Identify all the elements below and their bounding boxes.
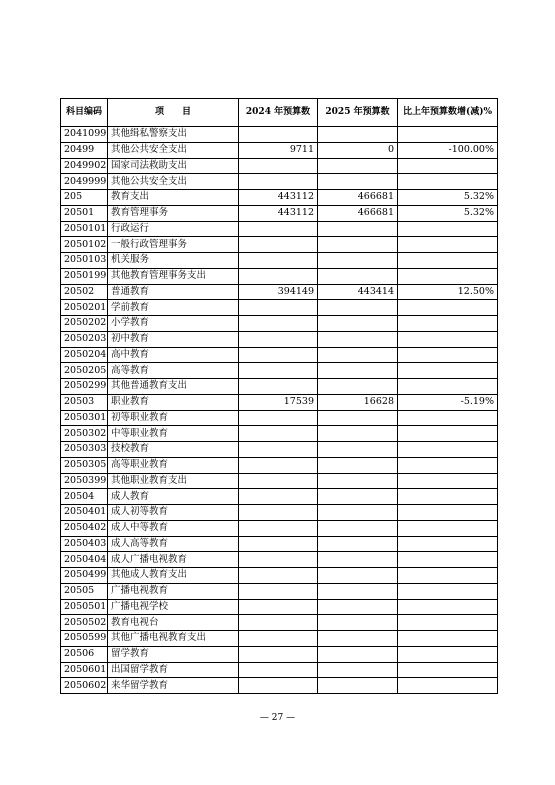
- budget-2025-cell: [318, 520, 398, 536]
- item-name-cell: 成人初等教育: [108, 505, 239, 521]
- item-name-cell: 其他公共安全支出: [108, 142, 239, 158]
- budget-2024-cell: [239, 426, 318, 442]
- budget-2025-cell: [318, 457, 398, 473]
- budget-2024-cell: [239, 505, 318, 521]
- table-row: [61, 520, 498, 536]
- item-name-cell: 一般行政管理事务: [108, 237, 239, 253]
- table-row: [61, 442, 498, 458]
- budget-2024-cell: 394149: [239, 284, 318, 300]
- code-cell: 2050101: [61, 221, 108, 237]
- item-name-cell: 广播电视教育: [108, 583, 239, 599]
- change-percent-cell: [398, 442, 498, 458]
- budget-2025-cell: 466681: [318, 190, 398, 206]
- table-row: [61, 127, 498, 143]
- change-percent-cell: [398, 426, 498, 442]
- code-cell: 2050201: [61, 300, 108, 316]
- budget-2025-cell: [318, 505, 398, 521]
- budget-2024-cell: [239, 599, 318, 615]
- change-percent-cell: [398, 473, 498, 489]
- budget-2025-cell: [318, 615, 398, 631]
- budget-2024-cell: 443112: [239, 205, 318, 221]
- code-cell: 2050403: [61, 536, 108, 552]
- budget-2024-cell: [239, 568, 318, 584]
- budget-2024-cell: 9711: [239, 142, 318, 158]
- change-percent-cell: [398, 174, 498, 190]
- change-percent-cell: [398, 631, 498, 647]
- code-cell: 20503: [61, 394, 108, 410]
- budget-2025-cell: [318, 174, 398, 190]
- budget-table: [60, 98, 498, 694]
- item-name-cell: 高等职业教育: [108, 457, 239, 473]
- budget-2024-cell: [239, 631, 318, 647]
- header-2024-budget: 2024 年预算数: [239, 99, 318, 127]
- table-row: [61, 505, 498, 521]
- budget-2024-cell: [239, 552, 318, 568]
- table-row: [61, 237, 498, 253]
- code-cell: 2050301: [61, 410, 108, 426]
- item-name-cell: 国家司法救助支出: [108, 158, 239, 174]
- change-percent-cell: [398, 520, 498, 536]
- budget-2025-cell: 0: [318, 142, 398, 158]
- budget-2025-cell: [318, 552, 398, 568]
- table-row: [61, 426, 498, 442]
- item-name-cell: 其他公共安全支出: [108, 174, 239, 190]
- budget-2025-cell: [318, 127, 398, 143]
- code-cell: 2050401: [61, 505, 108, 521]
- item-name-cell: 留学教育: [108, 646, 239, 662]
- budget-2025-cell: 443414: [318, 284, 398, 300]
- page-number: — 27 —: [259, 713, 296, 723]
- change-percent-cell: [398, 268, 498, 284]
- table-row: [61, 678, 498, 694]
- budget-2024-cell: [239, 300, 318, 316]
- table-row: [61, 347, 498, 363]
- code-cell: 2050299: [61, 379, 108, 395]
- code-cell: 20501: [61, 205, 108, 221]
- code-cell: 2050205: [61, 363, 108, 379]
- table-row: [61, 316, 498, 332]
- budget-2025-cell: [318, 473, 398, 489]
- table-row: [61, 190, 498, 206]
- table-row: [61, 615, 498, 631]
- budget-2024-cell: 17539: [239, 394, 318, 410]
- change-percent-cell: [398, 379, 498, 395]
- header-2025-budget: 2025 年预算数: [318, 99, 398, 127]
- item-name-cell: 成人高等教育: [108, 536, 239, 552]
- budget-2025-cell: [318, 158, 398, 174]
- item-name-cell: 成人教育: [108, 489, 239, 505]
- budget-2025-cell: [318, 221, 398, 237]
- item-name-cell: 成人广播电视教育: [108, 552, 239, 568]
- budget-2024-cell: [239, 158, 318, 174]
- item-name-cell: 行政运行: [108, 221, 239, 237]
- change-percent-cell: [398, 662, 498, 678]
- change-percent-cell: [398, 158, 498, 174]
- budget-2025-cell: [318, 426, 398, 442]
- change-percent-cell: [398, 410, 498, 426]
- budget-2024-cell: [239, 583, 318, 599]
- budget-2024-cell: [239, 237, 318, 253]
- item-name-cell: 其他广播电视教育支出: [108, 631, 239, 647]
- code-cell: 2050102: [61, 237, 108, 253]
- budget-2025-cell: [318, 347, 398, 363]
- code-cell: 2050303: [61, 442, 108, 458]
- budget-2025-cell: [318, 331, 398, 347]
- budget-2024-cell: [239, 678, 318, 694]
- table-row: [61, 205, 498, 221]
- code-cell: 2050602: [61, 678, 108, 694]
- item-name-cell: 来华留学教育: [108, 678, 239, 694]
- change-percent-cell: [398, 457, 498, 473]
- item-name-cell: 出国留学教育: [108, 662, 239, 678]
- table-row: [61, 158, 498, 174]
- table-row: [61, 631, 498, 647]
- budget-2025-cell: 466681: [318, 205, 398, 221]
- budget-2025-cell: [318, 363, 398, 379]
- change-percent-cell: [398, 237, 498, 253]
- table-row: [61, 300, 498, 316]
- item-name-cell: 其他教育管理事务支出: [108, 268, 239, 284]
- code-cell: 2050499: [61, 568, 108, 584]
- code-cell: 20504: [61, 489, 108, 505]
- budget-2024-cell: [239, 253, 318, 269]
- code-cell: 20506: [61, 646, 108, 662]
- table-row: [61, 174, 498, 190]
- change-percent-cell: [398, 221, 498, 237]
- item-name-cell: 初中教育: [108, 331, 239, 347]
- item-name-cell: 职业教育: [108, 394, 239, 410]
- code-cell: 2050199: [61, 268, 108, 284]
- budget-2024-cell: [239, 662, 318, 678]
- item-name-cell: 技校教育: [108, 442, 239, 458]
- table-row: [61, 662, 498, 678]
- change-percent-cell: [398, 363, 498, 379]
- table-row: [61, 583, 498, 599]
- table-row: [61, 253, 498, 269]
- change-percent-cell: [398, 300, 498, 316]
- item-name-cell: 成人中等教育: [108, 520, 239, 536]
- budget-2024-cell: 443112: [239, 190, 318, 206]
- item-name-cell: 广播电视学校: [108, 599, 239, 615]
- code-cell: 20505: [61, 583, 108, 599]
- change-percent-cell: [398, 253, 498, 269]
- change-percent-cell: [398, 127, 498, 143]
- code-cell: 2050599: [61, 631, 108, 647]
- item-name-cell: 高中教育: [108, 347, 239, 363]
- budget-2024-cell: [239, 442, 318, 458]
- budget-2025-cell: [318, 316, 398, 332]
- code-cell: 2050203: [61, 331, 108, 347]
- table-row: [61, 599, 498, 615]
- header-code: 科目编码: [61, 99, 108, 127]
- code-cell: 2050202: [61, 316, 108, 332]
- budget-2025-cell: [318, 536, 398, 552]
- item-name-cell: 其他缉私警察支出: [108, 127, 239, 143]
- budget-2024-cell: [239, 410, 318, 426]
- budget-2024-cell: [239, 615, 318, 631]
- item-name-cell: 教育电视台: [108, 615, 239, 631]
- table-row: [61, 473, 498, 489]
- budget-2025-cell: [318, 268, 398, 284]
- code-cell: 2050302: [61, 426, 108, 442]
- table-row: [61, 379, 498, 395]
- code-cell: 2049902: [61, 158, 108, 174]
- header-item: 项 目: [108, 99, 239, 127]
- budget-2025-cell: [318, 379, 398, 395]
- budget-2025-cell: [318, 489, 398, 505]
- budget-2024-cell: [239, 379, 318, 395]
- table-body: [61, 127, 498, 694]
- budget-2025-cell: [318, 583, 398, 599]
- table-row: [61, 331, 498, 347]
- code-cell: 2050404: [61, 552, 108, 568]
- change-percent-cell: [398, 347, 498, 363]
- code-cell: 2050501: [61, 599, 108, 615]
- change-percent-cell: [398, 646, 498, 662]
- change-percent-cell: [398, 583, 498, 599]
- item-name-cell: 其他职业教育支出: [108, 473, 239, 489]
- table-header-row: [61, 99, 498, 127]
- code-cell: 2049999: [61, 174, 108, 190]
- change-percent-cell: [398, 568, 498, 584]
- change-percent-cell: [398, 536, 498, 552]
- budget-2024-cell: [239, 473, 318, 489]
- budget-2024-cell: [239, 174, 318, 190]
- header-change-percent: 比上年预算数增(减)%: [398, 99, 498, 127]
- table-row: [61, 363, 498, 379]
- table-row: [61, 568, 498, 584]
- budget-2024-cell: [239, 489, 318, 505]
- budget-2025-cell: [318, 662, 398, 678]
- item-name-cell: 其他成人教育支出: [108, 568, 239, 584]
- table-row: [61, 142, 498, 158]
- budget-2024-cell: [239, 127, 318, 143]
- budget-2024-cell: [239, 331, 318, 347]
- table-row: [61, 284, 498, 300]
- budget-2024-cell: [239, 363, 318, 379]
- change-percent-cell: [398, 331, 498, 347]
- item-name-cell: 学前教育: [108, 300, 239, 316]
- table-row: [61, 552, 498, 568]
- item-name-cell: 教育管理事务: [108, 205, 239, 221]
- budget-2025-cell: [318, 253, 398, 269]
- budget-2024-cell: [239, 646, 318, 662]
- change-percent-cell: 12.50%: [398, 284, 498, 300]
- budget-2024-cell: [239, 221, 318, 237]
- budget-2024-cell: [239, 268, 318, 284]
- code-cell: 20502: [61, 284, 108, 300]
- item-name-cell: 高等教育: [108, 363, 239, 379]
- item-name-cell: 初等职业教育: [108, 410, 239, 426]
- budget-2025-cell: [318, 237, 398, 253]
- change-percent-cell: -100.00%: [398, 142, 498, 158]
- item-name-cell: 中等职业教育: [108, 426, 239, 442]
- code-cell: 2041099: [61, 127, 108, 143]
- change-percent-cell: 5.32%: [398, 205, 498, 221]
- table-row: [61, 394, 498, 410]
- code-cell: 20499: [61, 142, 108, 158]
- code-cell: 205: [61, 190, 108, 206]
- code-cell: 2050502: [61, 615, 108, 631]
- item-name-cell: 机关服务: [108, 253, 239, 269]
- table-row: [61, 536, 498, 552]
- change-percent-cell: [398, 599, 498, 615]
- budget-2025-cell: [318, 410, 398, 426]
- budget-2024-cell: [239, 457, 318, 473]
- budget-2025-cell: [318, 300, 398, 316]
- code-cell: 2050204: [61, 347, 108, 363]
- budget-2025-cell: [318, 678, 398, 694]
- code-cell: 2050399: [61, 473, 108, 489]
- budget-2025-cell: [318, 568, 398, 584]
- budget-2025-cell: [318, 442, 398, 458]
- change-percent-cell: -5.19%: [398, 394, 498, 410]
- item-name-cell: 教育支出: [108, 190, 239, 206]
- change-percent-cell: [398, 316, 498, 332]
- change-percent-cell: 5.32%: [398, 190, 498, 206]
- table-row: [61, 489, 498, 505]
- item-name-cell: 其他普通教育支出: [108, 379, 239, 395]
- budget-2025-cell: [318, 599, 398, 615]
- item-name-cell: 普通教育: [108, 284, 239, 300]
- code-cell: 2050103: [61, 253, 108, 269]
- change-percent-cell: [398, 552, 498, 568]
- table-row: [61, 221, 498, 237]
- item-name-cell: 小学教育: [108, 316, 239, 332]
- code-cell: 2050601: [61, 662, 108, 678]
- change-percent-cell: [398, 505, 498, 521]
- budget-2024-cell: [239, 347, 318, 363]
- table-row: [61, 410, 498, 426]
- code-cell: 2050402: [61, 520, 108, 536]
- table-row: [61, 268, 498, 284]
- budget-2025-cell: [318, 646, 398, 662]
- change-percent-cell: [398, 615, 498, 631]
- table-row: [61, 646, 498, 662]
- budget-2024-cell: [239, 520, 318, 536]
- budget-2024-cell: [239, 316, 318, 332]
- budget-2025-cell: 16628: [318, 394, 398, 410]
- change-percent-cell: [398, 678, 498, 694]
- budget-2024-cell: [239, 536, 318, 552]
- change-percent-cell: [398, 489, 498, 505]
- code-cell: 2050305: [61, 457, 108, 473]
- budget-2025-cell: [318, 631, 398, 647]
- table-row: [61, 457, 498, 473]
